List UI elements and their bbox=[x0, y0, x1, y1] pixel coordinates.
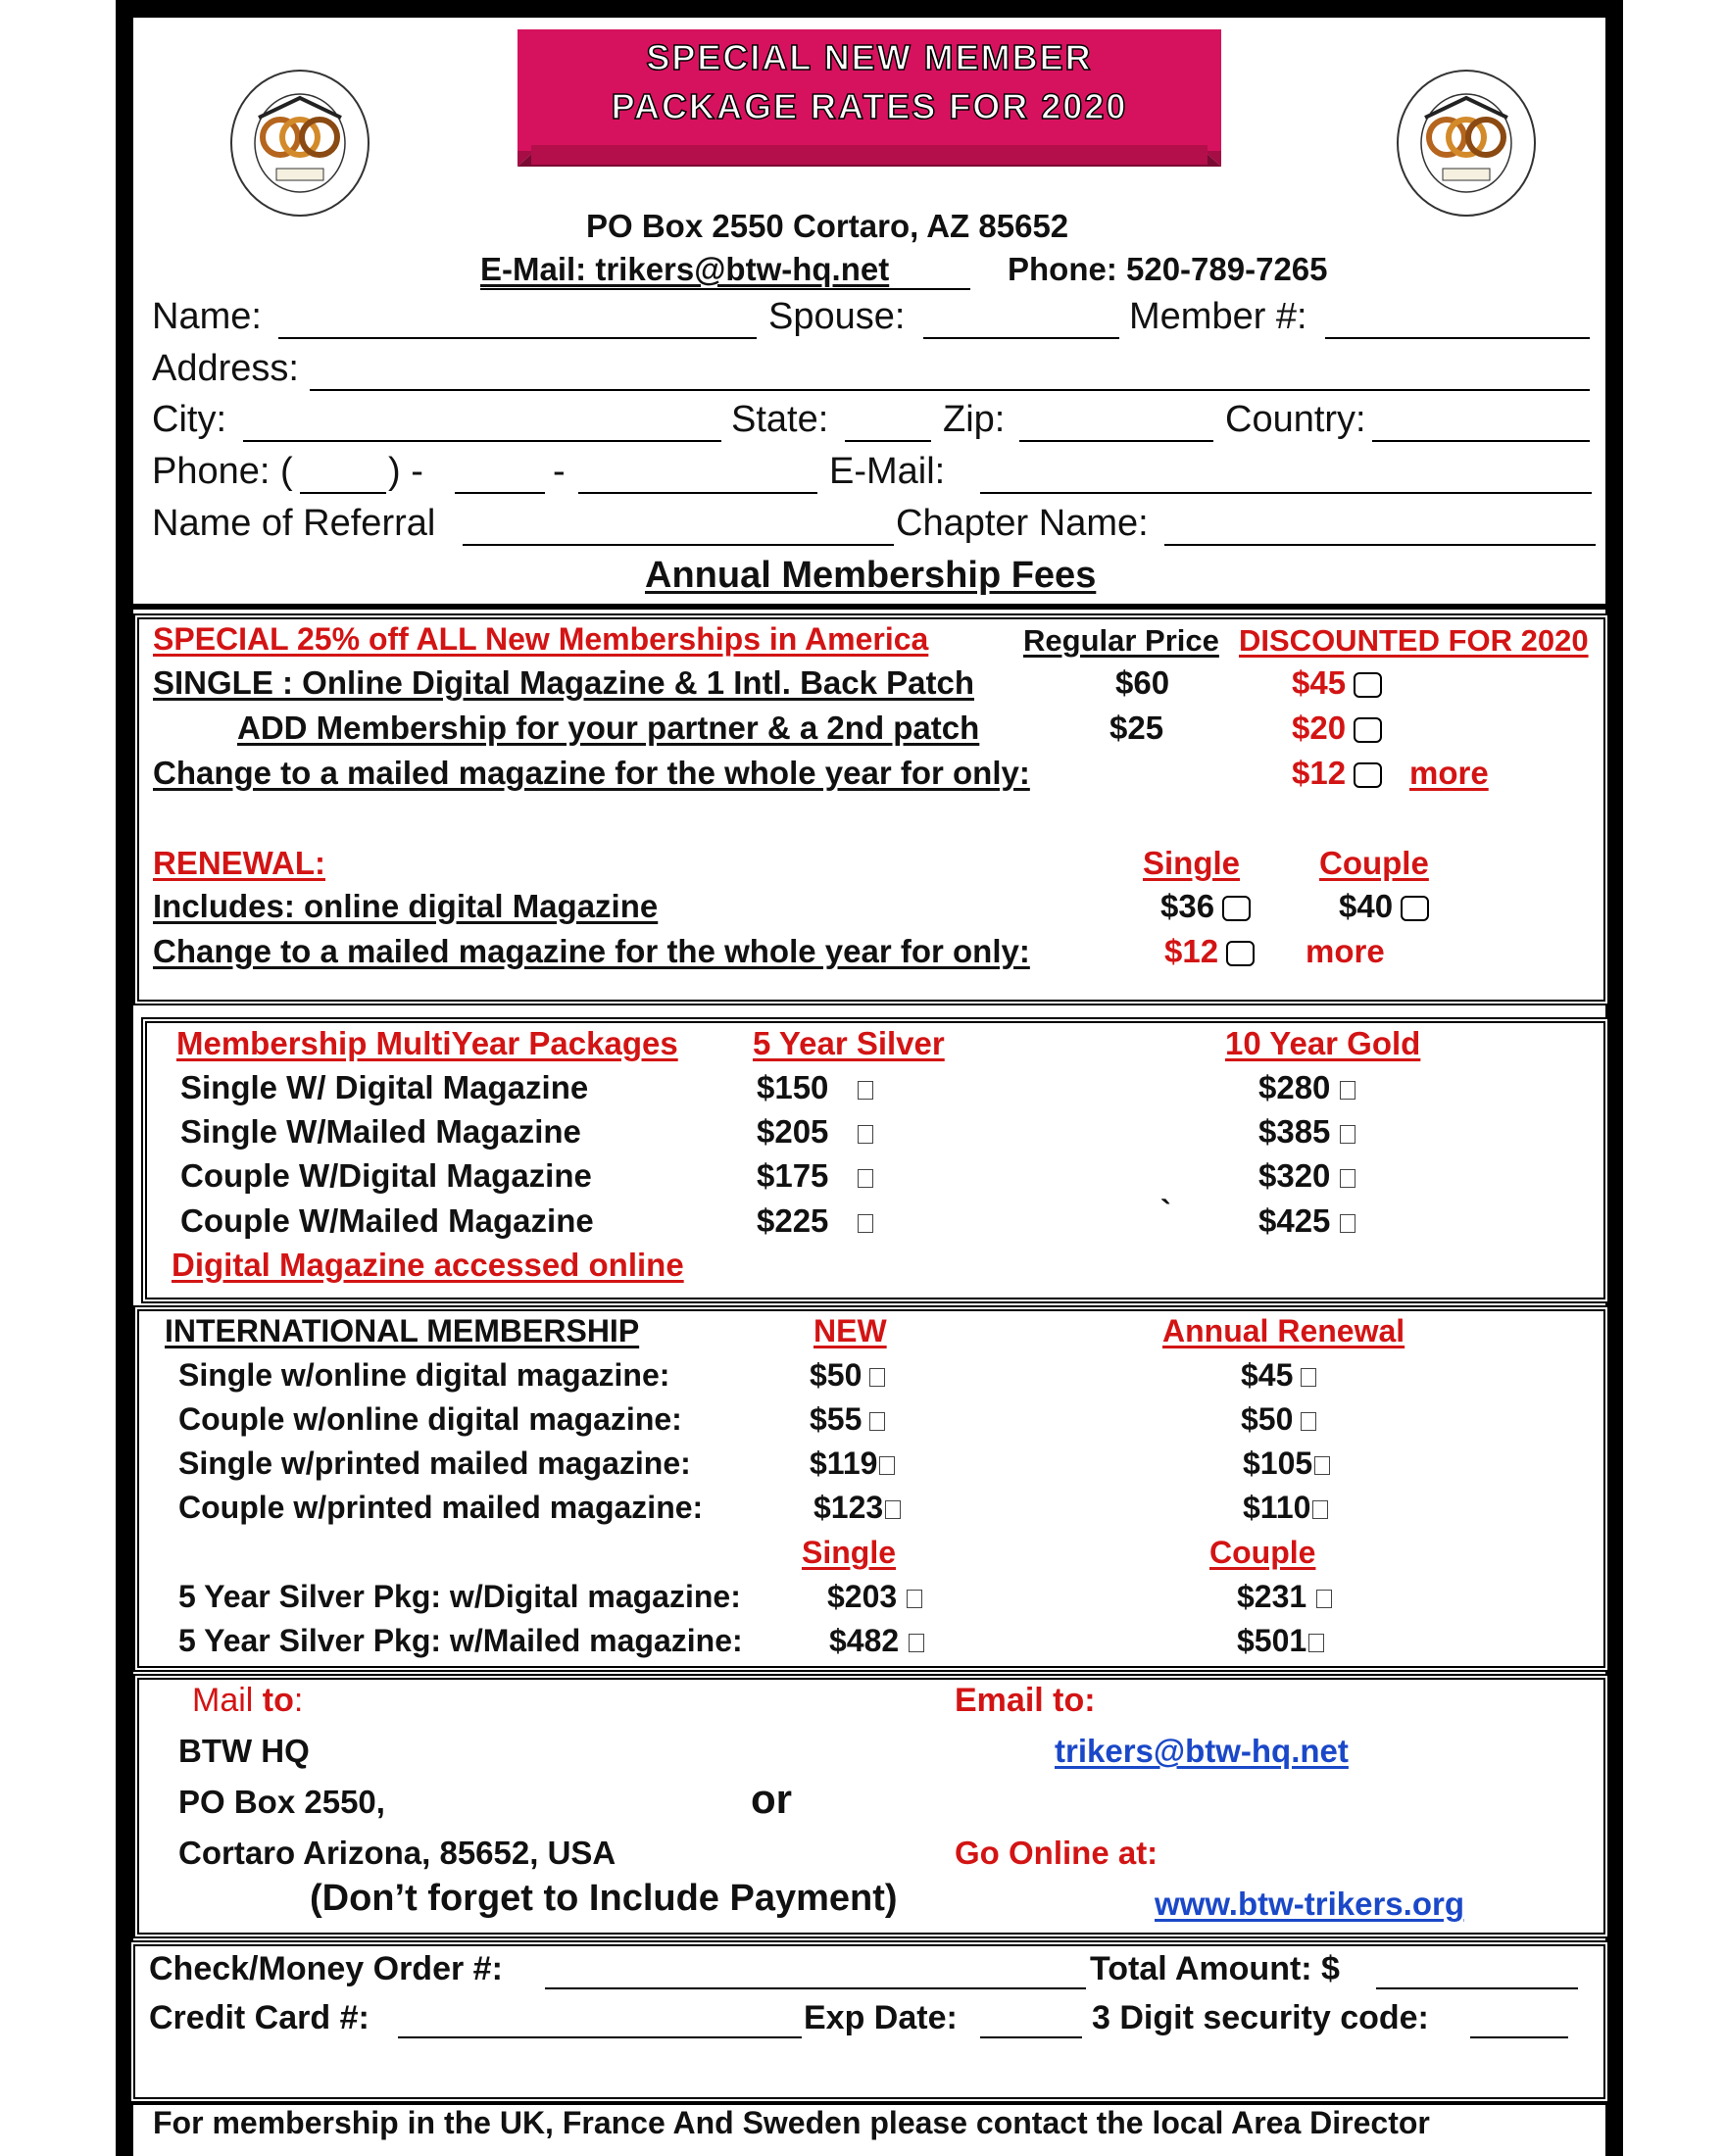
intl-new-header: NEW bbox=[813, 1313, 887, 1348]
state-label: State: bbox=[731, 399, 829, 440]
name-label: Name: bbox=[152, 296, 262, 337]
new-row-discount: $45 bbox=[1292, 664, 1382, 702]
intl-pkg-couple: $231 bbox=[1237, 1579, 1332, 1615]
zip-field[interactable] bbox=[1019, 440, 1213, 442]
checkbox[interactable] bbox=[1354, 762, 1382, 788]
renewal-single-header: Single bbox=[1143, 845, 1241, 881]
discount-header: DISCOUNTED FOR 2020 bbox=[1239, 623, 1589, 658]
city-field[interactable] bbox=[243, 440, 721, 442]
checkbox[interactable] bbox=[1340, 1125, 1355, 1144]
intl-couple-header: Couple bbox=[1209, 1535, 1316, 1570]
phone-separator-1: ) - bbox=[388, 451, 423, 492]
total-field[interactable] bbox=[1376, 1987, 1578, 1989]
checkbox[interactable] bbox=[1316, 1590, 1332, 1608]
checkbox[interactable] bbox=[1308, 1634, 1324, 1652]
checkbox[interactable] bbox=[909, 1634, 924, 1652]
card-field[interactable] bbox=[398, 2036, 802, 2038]
phone-prefix-field[interactable] bbox=[455, 492, 545, 494]
multiyear-footnote: Digital Magazine accessed online bbox=[172, 1247, 684, 1283]
zip-label: Zip: bbox=[943, 399, 1006, 440]
checkbox[interactable] bbox=[1301, 1368, 1316, 1387]
mail-address-line-3: Cortaro Arizona, 85652, USA bbox=[178, 1835, 616, 1871]
country-label: Country: bbox=[1225, 399, 1366, 440]
intl-pkg-single: $482 bbox=[829, 1623, 924, 1659]
checkbox[interactable] bbox=[858, 1214, 873, 1233]
intl-renewal-price: $105 bbox=[1243, 1446, 1330, 1482]
new-row-regular: $25 bbox=[1109, 710, 1164, 746]
phone-label: Phone: ( bbox=[152, 451, 293, 492]
new-row-label: SINGLE : Online Digital Magazine & 1 Intl. Back Patch bbox=[153, 664, 974, 701]
gold-price: $385 bbox=[1258, 1113, 1355, 1151]
cvv-label: 3 Digit security code: bbox=[1092, 1999, 1429, 2036]
intl-renewal-price: $110 bbox=[1243, 1490, 1328, 1526]
new-row-discount: $12 bbox=[1292, 755, 1382, 792]
intl-row-label: Single w/online digital magazine: bbox=[178, 1357, 670, 1393]
intl-pkg-couple: $501 bbox=[1237, 1623, 1324, 1659]
intl-new-price: $123 bbox=[813, 1490, 901, 1526]
gold-price: $320 bbox=[1258, 1157, 1355, 1195]
intl-pkg-label: 5 Year Silver Pkg: w/Mailed magazine: bbox=[178, 1623, 743, 1658]
new-row-discount: $20 bbox=[1292, 710, 1382, 747]
silver-header: 5 Year Silver bbox=[753, 1025, 945, 1061]
card-label: Credit Card #: bbox=[149, 1999, 370, 2036]
member-label: Member #: bbox=[1129, 296, 1307, 337]
check-field[interactable] bbox=[545, 1987, 1086, 1989]
header-underline bbox=[480, 288, 970, 290]
intl-new-price: $50 bbox=[810, 1357, 885, 1394]
silver-price: $150 bbox=[757, 1069, 873, 1106]
cvv-field[interactable] bbox=[1470, 2036, 1568, 2038]
payment-reminder: (Don’t forget to Include Payment) bbox=[310, 1878, 898, 1919]
intl-row-label: Couple w/online digital magazine: bbox=[178, 1401, 682, 1437]
checkbox[interactable] bbox=[1354, 672, 1382, 698]
new-row-label: Change to a mailed magazine for the whole year for only: bbox=[153, 755, 1030, 791]
name-field[interactable] bbox=[278, 337, 757, 339]
intl-renewal-price: $45 bbox=[1241, 1357, 1316, 1394]
third-wheel-seal-icon bbox=[1396, 69, 1537, 218]
spouse-label: Spouse: bbox=[768, 296, 906, 337]
checkbox[interactable] bbox=[885, 1500, 901, 1519]
checkbox[interactable] bbox=[869, 1368, 885, 1387]
renewal-couple-price: $40 bbox=[1339, 888, 1429, 925]
exp-label: Exp Date: bbox=[804, 1999, 958, 2036]
city-label: City: bbox=[152, 399, 226, 440]
checkbox[interactable] bbox=[1301, 1412, 1316, 1431]
header-phone: Phone: 520-789-7265 bbox=[1008, 251, 1328, 287]
multiyear-row-label: Single W/ Digital Magazine bbox=[180, 1069, 589, 1105]
gold-header: 10 Year Gold bbox=[1225, 1025, 1421, 1061]
intl-pkg-label: 5 Year Silver Pkg: w/Digital magazine: bbox=[178, 1579, 741, 1614]
check-label: Check/Money Order #: bbox=[149, 1950, 503, 1987]
mail-address-line-1: BTW HQ bbox=[178, 1733, 310, 1769]
new-row-regular: $60 bbox=[1115, 664, 1170, 701]
checkbox[interactable] bbox=[869, 1412, 885, 1431]
referral-label: Name of Referral bbox=[152, 503, 436, 544]
phone-area-field[interactable] bbox=[300, 492, 386, 494]
new-row-label: ADD Membership for your partner & a 2nd patch bbox=[237, 710, 980, 746]
country-field[interactable] bbox=[1372, 440, 1590, 442]
phone-separator-2: - bbox=[553, 451, 566, 492]
spouse-field[interactable] bbox=[923, 337, 1119, 339]
silver-price: $225 bbox=[757, 1202, 873, 1240]
gold-price: $425 bbox=[1258, 1202, 1355, 1240]
address-label: Address: bbox=[152, 348, 299, 389]
multiyear-heading: Membership MultiYear Packages bbox=[176, 1025, 678, 1061]
renewal-row-label: Includes: online digital Magazine bbox=[153, 888, 659, 924]
email-label: E-Mail: bbox=[829, 451, 946, 492]
banner-line-1: SPECIAL NEW MEMBER bbox=[646, 37, 1093, 77]
regular-price-header: Regular Price bbox=[1023, 623, 1219, 658]
checkbox[interactable] bbox=[1340, 1081, 1355, 1100]
new-member-heading: SPECIAL 25% off ALL New Memberships in America bbox=[153, 621, 929, 657]
renewal-couple-header: Couple bbox=[1319, 845, 1429, 881]
checkbox[interactable] bbox=[1222, 896, 1251, 921]
checkbox[interactable] bbox=[1226, 941, 1255, 966]
more-link[interactable]: more bbox=[1409, 755, 1489, 791]
checkbox[interactable] bbox=[1340, 1214, 1355, 1233]
intl-new-price: $55 bbox=[810, 1401, 885, 1438]
chapter-field[interactable] bbox=[1164, 544, 1596, 546]
state-field[interactable] bbox=[845, 440, 931, 442]
checkbox[interactable] bbox=[907, 1590, 922, 1608]
or-label: or bbox=[751, 1776, 792, 1822]
stray-mark: ` bbox=[1160, 1194, 1171, 1230]
footer-note: For membership in the UK, France And Sweden please contact the local Area Director bbox=[153, 2105, 1430, 2140]
intl-single-header: Single bbox=[802, 1535, 897, 1570]
renewal-single-price: $36 bbox=[1160, 888, 1251, 925]
renewal-single-price: $12 bbox=[1164, 933, 1255, 970]
checkbox[interactable] bbox=[858, 1169, 873, 1188]
section-divider bbox=[133, 604, 1605, 610]
intl-row-label: Single w/printed mailed magazine: bbox=[178, 1446, 691, 1481]
renewal-row-label: Change to a mailed magazine for the whole year for only: bbox=[153, 933, 1030, 969]
annual-fees-title: Annual Membership Fees bbox=[645, 555, 1097, 596]
go-online-label: Go Online at: bbox=[955, 1835, 1158, 1871]
checkbox[interactable] bbox=[1354, 717, 1382, 743]
checkbox[interactable] bbox=[858, 1081, 873, 1100]
more-link[interactable]: more bbox=[1306, 933, 1385, 969]
checkbox[interactable] bbox=[1312, 1500, 1328, 1519]
total-label: Total Amount: $ bbox=[1090, 1950, 1340, 1987]
phone-line-field[interactable] bbox=[578, 492, 817, 494]
email-field[interactable] bbox=[980, 492, 1592, 494]
referral-field[interactable] bbox=[463, 544, 894, 546]
intl-new-price: $119 bbox=[810, 1446, 895, 1482]
checkbox[interactable] bbox=[879, 1456, 895, 1475]
gold-price: $280 bbox=[1258, 1069, 1355, 1106]
checkbox[interactable] bbox=[1340, 1169, 1355, 1188]
email-to-label: Email to: bbox=[955, 1682, 1096, 1719]
intl-row-label: Couple w/printed mailed magazine: bbox=[178, 1490, 704, 1525]
multiyear-row-label: Couple W/Mailed Magazine bbox=[180, 1202, 594, 1239]
multiyear-row-label: Couple W/Digital Magazine bbox=[180, 1157, 592, 1194]
website-link[interactable]: www.btw-trikers.org bbox=[1155, 1886, 1464, 1922]
third-wheel-seal-icon bbox=[229, 69, 370, 218]
member-field[interactable] bbox=[1325, 337, 1590, 339]
checkbox[interactable] bbox=[1401, 896, 1429, 921]
mail-address-line-2: PO Box 2550, bbox=[178, 1784, 385, 1820]
intl-renewal-price: $50 bbox=[1241, 1401, 1316, 1438]
address-field[interactable] bbox=[310, 389, 1590, 391]
header-email: E-Mail: trikers@btw-hq.net bbox=[480, 251, 890, 287]
international-heading: INTERNATIONAL MEMBERSHIP bbox=[165, 1313, 640, 1348]
silver-price: $175 bbox=[757, 1157, 873, 1195]
header-address: PO Box 2550 Cortaro, AZ 85652 bbox=[586, 208, 1069, 244]
banner-line-2: PACKAGE RATES FOR 2020 bbox=[611, 86, 1128, 126]
silver-price: $205 bbox=[757, 1113, 873, 1151]
chapter-label: Chapter Name: bbox=[896, 503, 1149, 544]
mail-to-label: Mail to: bbox=[192, 1682, 304, 1719]
intl-pkg-single: $203 bbox=[827, 1579, 922, 1615]
renewal-heading: RENEWAL: bbox=[153, 845, 325, 881]
email-link[interactable]: trikers@btw-hq.net bbox=[1055, 1733, 1349, 1769]
multiyear-row-label: Single W/Mailed Magazine bbox=[180, 1113, 581, 1150]
checkbox[interactable] bbox=[1314, 1456, 1330, 1475]
checkbox[interactable] bbox=[858, 1125, 873, 1144]
intl-renewal-header: Annual Renewal bbox=[1162, 1313, 1405, 1348]
exp-field[interactable] bbox=[980, 2036, 1082, 2038]
